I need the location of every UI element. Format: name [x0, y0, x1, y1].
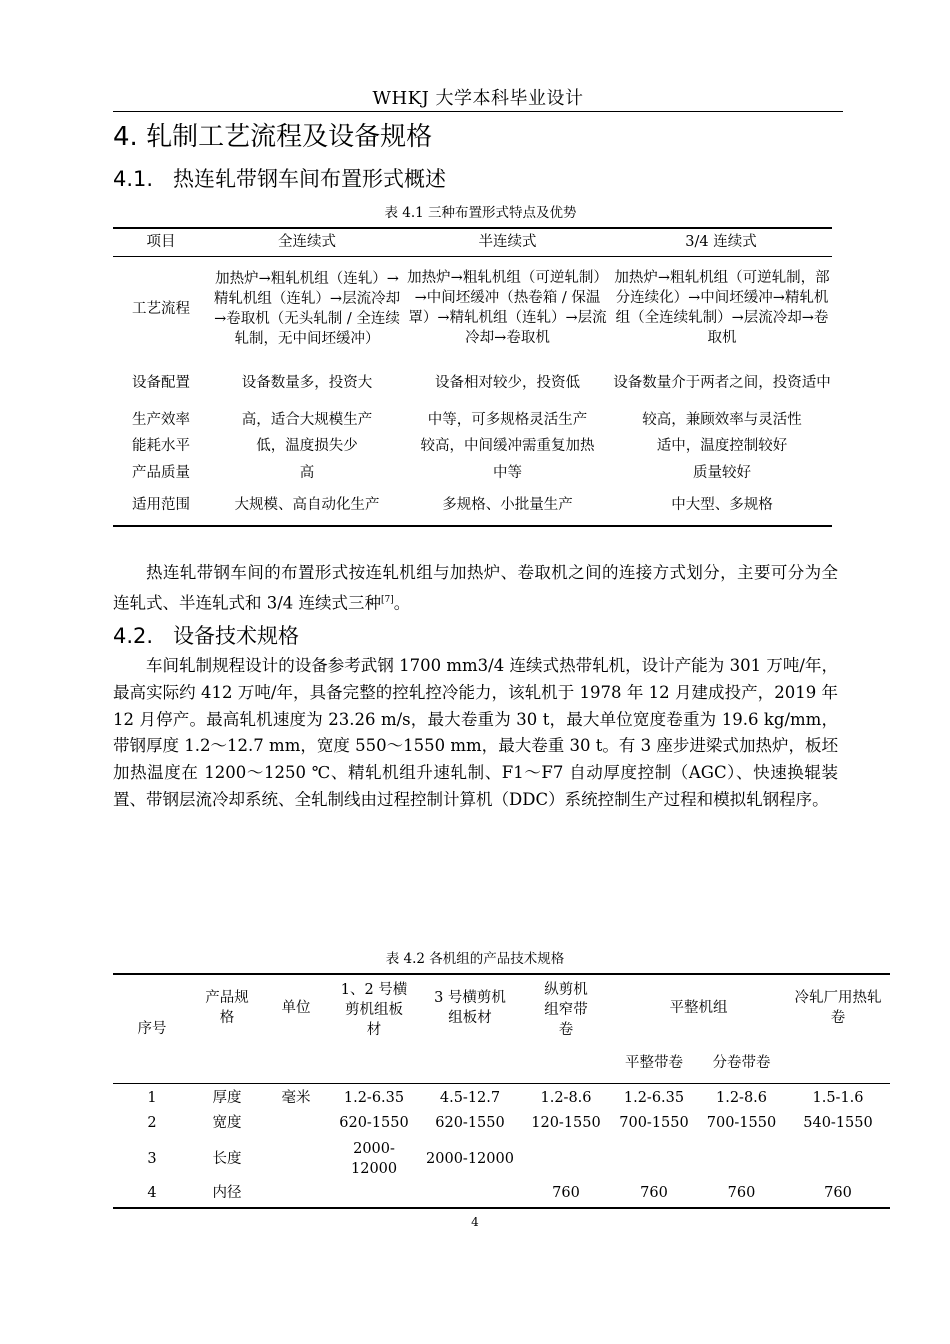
table2-header-subcell: 分卷带卷: [712, 1055, 771, 1071]
table2-cell: 120-1550: [531, 1115, 601, 1131]
table2-cell: [263, 1182, 329, 1204]
table1-cell: 中大型、多规格: [671, 497, 773, 513]
table2-cell: 540-1550: [803, 1115, 873, 1131]
table2-cell: [419, 1182, 521, 1204]
table1-cell: 中等，可多规格灵活生产: [427, 412, 588, 428]
table2-header-cell: 1、2 号横剪机组板材: [340, 982, 408, 1038]
table2-header-cell: 单位: [281, 1000, 311, 1016]
table1-cell: 加热炉→粗轧机组（可逆轧制，部分连续化）→中间坯缓冲→精轧机组（全连续轧制）→层流冷却→卷取机: [614, 270, 830, 346]
subsection-heading-4-1: [113, 163, 446, 193]
paragraph-layout-intro: 热连轧带钢车间的布置形式按连轧机组与加热炉、卷取机之间的连接方式划分，主要可分为全连轧式、半连轧式和 3/4 连续式三种[7]。: [113, 563, 838, 613]
table1-cell: 高，适合大规模生产: [241, 412, 373, 428]
table2-cell: [263, 1112, 329, 1134]
table2-cell: [611, 1138, 697, 1180]
table2-header-cell: 冷轧厂用热轧卷: [794, 990, 882, 1026]
table2-cell: 2: [147, 1115, 157, 1131]
table2-header-cell: 纵剪机组窄带卷: [544, 982, 588, 1038]
table2-cell: 3: [147, 1151, 157, 1167]
table2-cell: 1.2-6.35: [623, 1090, 685, 1106]
table2-caption: 表 4.2 各机组的产品技术规格: [385, 951, 565, 967]
table1-cell: 低，温度损失少: [256, 438, 358, 454]
paragraph-equipment-spec: 车间轧制规程设计的设备参考武钢 1700 mm3/4 连续式热带轧机，设计产能为 301 万吨/年，最高实际约 412 万吨/年，具备完整的控轧控冷能力，该轧机于 1978 年 12 月建成投产，2019 年 12 月停产。最高轧机速度为 23.26 m/s，最大卷重为 30 t，最大单位宽度卷重为 19.6 kg/mm，带钢厚度 1.2～12.7 mm，宽度 550～1550 mm，最大卷重 30 t。有 3 座步进梁式加热炉，板坯加热温度在 1200～1250 ℃、精轧机组升速轧制、F1～F7 自动厚度控制（AGC）、快速换辊装置、带钢层流冷却系统、全轧制线由过程控制计算机（DDC）系统控制生产过程和模拟轧钢程序。: [113, 656, 838, 809]
table2-cell: 700-1550: [706, 1115, 777, 1131]
table1-row-label: 工艺流程: [132, 301, 190, 317]
table2-cell: 760: [824, 1185, 852, 1201]
table2-header-group: 平整机组: [669, 1000, 728, 1016]
table2-bottom-rule: [113, 1207, 890, 1209]
table2-cell: 内径: [212, 1185, 242, 1201]
subsection-heading-4-2: [113, 620, 299, 650]
table2-cell: 2000-12000: [351, 1141, 398, 1177]
table2-cell: [263, 1138, 329, 1180]
table2-header-rule: [113, 1083, 890, 1084]
table2-cell: 1: [147, 1090, 157, 1106]
table2-cell: 4: [147, 1185, 157, 1201]
table2-cell: 毫米: [281, 1090, 311, 1106]
table1-cell: 较高，兼顾效率与灵活性: [642, 412, 802, 428]
table2-cell: 760: [727, 1185, 756, 1201]
table2-cell: [786, 1138, 890, 1180]
subsection-number: 4.1.: [113, 167, 154, 191]
subsection-number: 4.2.: [113, 624, 154, 648]
table2-cell: 1.2-8.6: [715, 1090, 768, 1106]
table1-row-label: 设备配置: [132, 375, 190, 391]
table2-cell: 1.2-6.35: [343, 1090, 405, 1106]
table2-cell: 620-1550: [435, 1115, 505, 1131]
table2-header-subcell: 平整带卷: [625, 1055, 683, 1071]
table2-header-cell: 序号: [137, 1021, 167, 1037]
table1-cell: 设备相对较少，投资低: [435, 375, 580, 391]
table1-header-cell: 项目: [146, 234, 176, 250]
table2-cell: 厚度: [212, 1090, 242, 1106]
table2-cell: 760: [640, 1185, 668, 1201]
table2-cell: 1.2-8.6: [540, 1090, 592, 1106]
subsection-title: 热连轧带钢车间布置形式概述: [173, 167, 446, 191]
table1-cell: 高: [299, 465, 315, 481]
table2-cell: [697, 1138, 786, 1180]
section-title: 4. 轧制工艺流程及设备规格: [113, 122, 433, 152]
table1-cell: 较高，中间缓冲需重复加热: [420, 438, 595, 454]
table1-cell: 加热炉→粗轧机组（可逆轧制）→中间坯缓冲（热卷箱 / 保温罩）→精轧机组（连轧）→层流冷却→卷取机: [407, 270, 608, 346]
table1-cell: 加热炉→粗轧机组（连轧）→精轧机组（连轧）→层流冷却→卷取机（无头轧制 / 全连续轧制，无中间坯缓冲）: [213, 271, 401, 347]
table2-cell: 760: [552, 1185, 580, 1201]
table1-cell: 设备数量多，投资大: [241, 375, 373, 391]
subsection-title: 设备技术规格: [173, 624, 299, 648]
table2-cell: 4.5-12.7: [439, 1090, 501, 1106]
table2-cell: 长度: [212, 1151, 242, 1167]
table1-header-cell: 3/4 连续式: [685, 234, 757, 250]
citation-ref: [7]: [381, 594, 394, 605]
table1-row-label: 产品质量: [132, 465, 190, 481]
table1-header-rule: [113, 256, 832, 257]
table1-cell: 设备数量介于两者之间，投资适中: [613, 375, 831, 391]
table1-caption: 表 4.1 三种布置形式特点及优势: [384, 205, 577, 221]
table1-cell: 适中，温度控制较好: [656, 438, 788, 454]
table2-cell: [521, 1138, 611, 1180]
table2-cell: 1.5-1.6: [812, 1090, 864, 1106]
table1-cell: 中等: [493, 465, 522, 481]
table2-cell: [329, 1182, 419, 1204]
table2-top-rule: [113, 973, 890, 975]
header-divider: [113, 111, 843, 112]
page-header: WHKJ 大学本科毕业设计: [372, 88, 584, 109]
table1-row-label: 能耗水平: [132, 438, 190, 454]
table1-row-label: 适用范围: [132, 497, 190, 513]
table1-row-label: 生产效率: [132, 412, 190, 428]
table1-cell: 多规格、小批量生产: [442, 497, 573, 513]
table1-cell: 质量较好: [693, 465, 751, 481]
table1-cell: 大规模、高自动化生产: [234, 497, 380, 513]
table2-cell: 700-1550: [619, 1115, 689, 1131]
table1-header-cell: 全连续式: [278, 234, 336, 250]
table2-cell: 2000-12000: [426, 1151, 514, 1167]
table2-cell: 宽度: [212, 1115, 242, 1131]
table1-header-cell: 半连续式: [478, 234, 537, 250]
table2-cell: 620-1550: [339, 1115, 409, 1131]
table2-header-cell: 3 号横剪机组板材: [434, 990, 506, 1026]
table1-bottom-rule: [113, 525, 832, 527]
page-number: 4: [471, 1215, 479, 1229]
table2-header-cell: 产品规格: [205, 990, 249, 1026]
